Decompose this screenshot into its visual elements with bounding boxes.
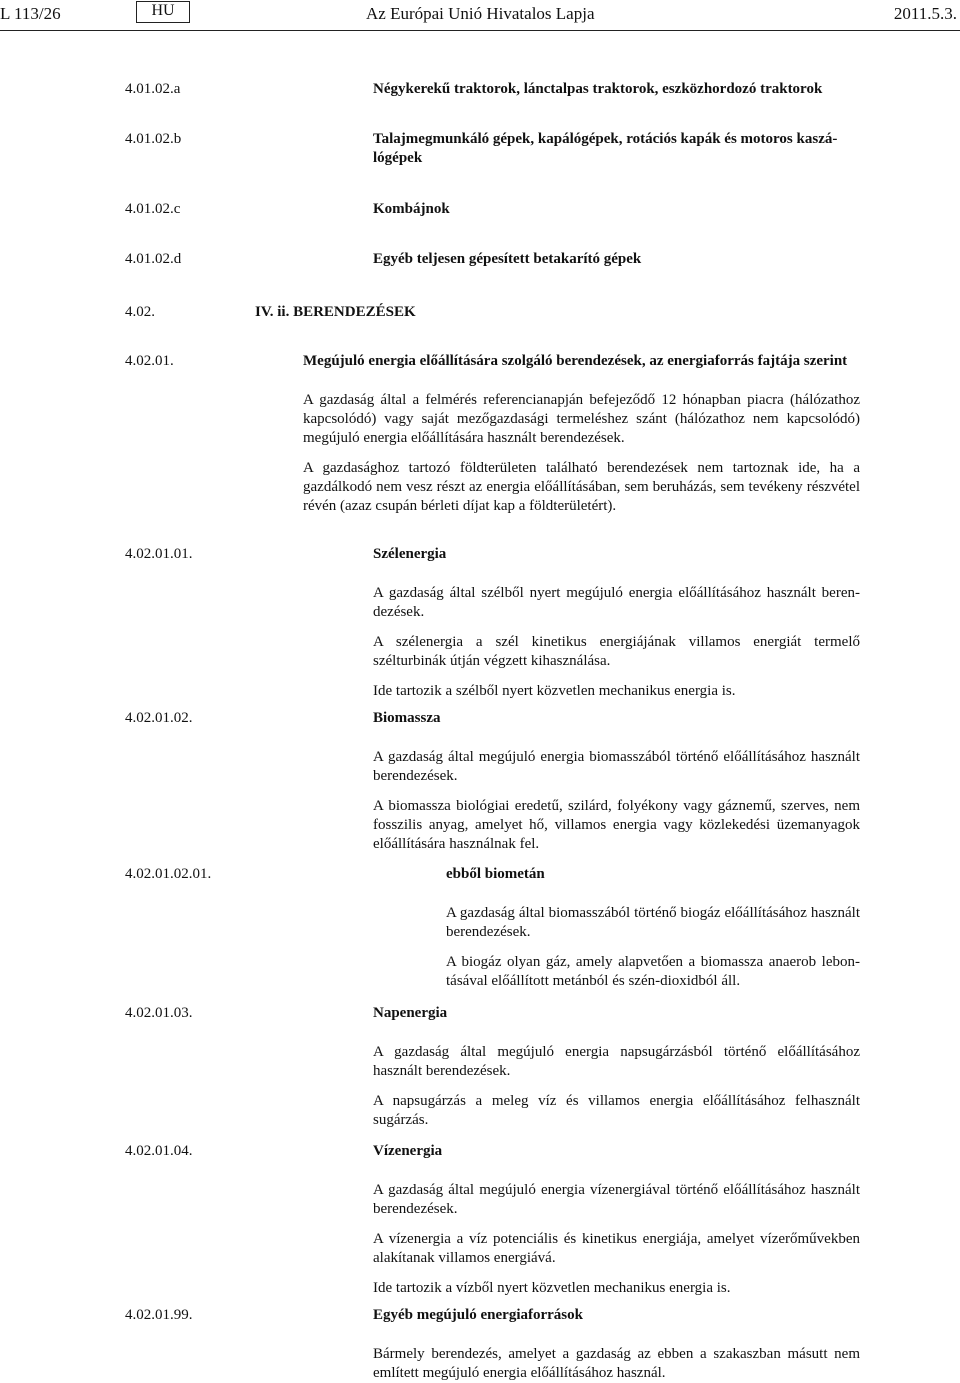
section-title: Négykerekű traktorok, lánctalpas traktorok, eszközhordozó traktorok <box>373 81 823 97</box>
section-paragraph: A biomassza biológiai eredetű, szilárd, folyékony vagy gáznemű, szerves, nem fosszilis anyag, amelyet hő, villamos energia vagy közlekedési üzemanyagok előállítására használnak fel. <box>373 798 860 852</box>
page-reference: L 113/26 <box>0 4 61 23</box>
section-title: Szélenergia <box>373 546 447 562</box>
section-paragraph: A gazdaság által a felmérés referencianapján befejeződő 12 hónapban piacra (hálózathoz kapcsolódó) vagy saját mezőgazdasági termeléshez szánt (hálózathoz nem kapcsolódó) megújuló energia előállítására használt berendezések. <box>303 392 860 446</box>
page-header <box>0 0 960 31</box>
section-code: 4.02.01.01. <box>125 546 193 562</box>
section-paragraph: A gazdaság által megújuló energia vízenergiával történő előállításához használt berendezések. <box>373 1182 860 1217</box>
section-code: 4.02. <box>125 304 155 320</box>
section-content <box>373 80 860 99</box>
section-paragraph: A szélenergia a szél kinetikus energiájának villamos energiát termelő szélturbinák útján végzett kihasználása. <box>373 634 860 669</box>
section-code: 4.02.01.99. <box>125 1307 193 1323</box>
section-content <box>373 1306 860 1383</box>
section-content <box>373 1142 860 1298</box>
section-title: Kombájnok <box>373 201 450 217</box>
section-paragraph: A gazdaság által szélből nyert megújuló energia előállításához használt berendezések. <box>373 585 860 620</box>
section-paragraph: A gazdaság által megújuló energia napsugárzásból történő előállításához használt berendezések. <box>373 1044 860 1079</box>
section-code: 4.02.01.04. <box>125 1143 193 1159</box>
language-badge: HU <box>136 1 190 23</box>
section-title: Vízenergia <box>373 1143 443 1159</box>
section-content <box>373 200 860 219</box>
section-content <box>373 545 860 701</box>
section-title: Biomassza <box>373 710 441 726</box>
section-title: Megújuló energia előállítására szolgáló berendezések, az energiaforrás fajtája szerint <box>303 353 848 369</box>
section-paragraph: A gazdaság által megújuló energia biomasszából történő előállításához használt berendezések. <box>373 749 860 784</box>
section-code: 4.01.02.a <box>125 81 181 97</box>
section-content <box>446 865 860 991</box>
section-code: 4.01.02.b <box>125 131 182 147</box>
section-title: Egyéb megújuló energiaforrások <box>373 1307 583 1323</box>
section-content <box>373 250 860 269</box>
section-title: Napenergia <box>373 1005 448 1021</box>
publication-date: 2011.5.3. <box>893 4 957 23</box>
section-content <box>373 709 860 854</box>
section-paragraph: A biogáz olyan gáz, amely alapvetően a biomassza anaerob lebontásával előállított metánból és szén-dioxidból áll. <box>446 954 860 989</box>
section-title: Egyéb teljesen gépesített betakarító gépek <box>373 251 642 267</box>
section-content <box>373 1004 860 1130</box>
section-title: ebből biometán <box>446 866 545 882</box>
section-paragraph: Bármely berendezés, amelyet a gazdaság az ebben a szakaszban másutt nem említett megújuló energia előállításához használ. <box>373 1346 860 1381</box>
section-title: IV. ii. BERENDEZÉSEK <box>255 304 416 320</box>
section-paragraph: A gazdaság által biomasszából történő biogáz előállításához használt berendezések. <box>446 905 860 940</box>
section-code: 4.02.01.02. <box>125 710 193 726</box>
section-code: 4.01.02.d <box>125 251 182 267</box>
section-code: 4.01.02.c <box>125 201 181 217</box>
section-content <box>373 130 860 168</box>
section-paragraph: Ide tartozik a vízből nyert közvetlen mechanikus energia is. <box>373 1280 731 1296</box>
section-paragraph: Ide tartozik a szélből nyert közvetlen mechanikus energia is. <box>373 683 736 699</box>
section-paragraph: A napsugárzás a meleg víz és villamos energia előállításához felhasznált sugárzás. <box>373 1093 860 1128</box>
section-title: Talajmegmunkáló gépek, kapálógépek, rotációs kapák és motoros kaszálógépek <box>373 131 838 166</box>
section-code: 4.02.01.03. <box>125 1005 193 1021</box>
section-content <box>255 303 742 322</box>
journal-title: Az Európai Unió Hivatalos Lapja <box>366 4 595 23</box>
section-paragraph: A gazdasághoz tartozó földterületen található berendezések nem tartoznak ide, ha a gazdálkodó nem vesz részt az energia előállításában, sem beruházás, sem tevékeny részvétel révén (azaz csupán bérleti díjat kap a földterületért). <box>303 460 860 514</box>
section-code: 4.02.01. <box>125 353 174 369</box>
section-code: 4.02.01.02.01. <box>125 866 212 882</box>
section-paragraph: A vízenergia a víz potenciális és kinetikus energiája, amelyet vízerőművekben alakítanak villamos energiává. <box>373 1231 860 1266</box>
section-content <box>303 352 860 516</box>
